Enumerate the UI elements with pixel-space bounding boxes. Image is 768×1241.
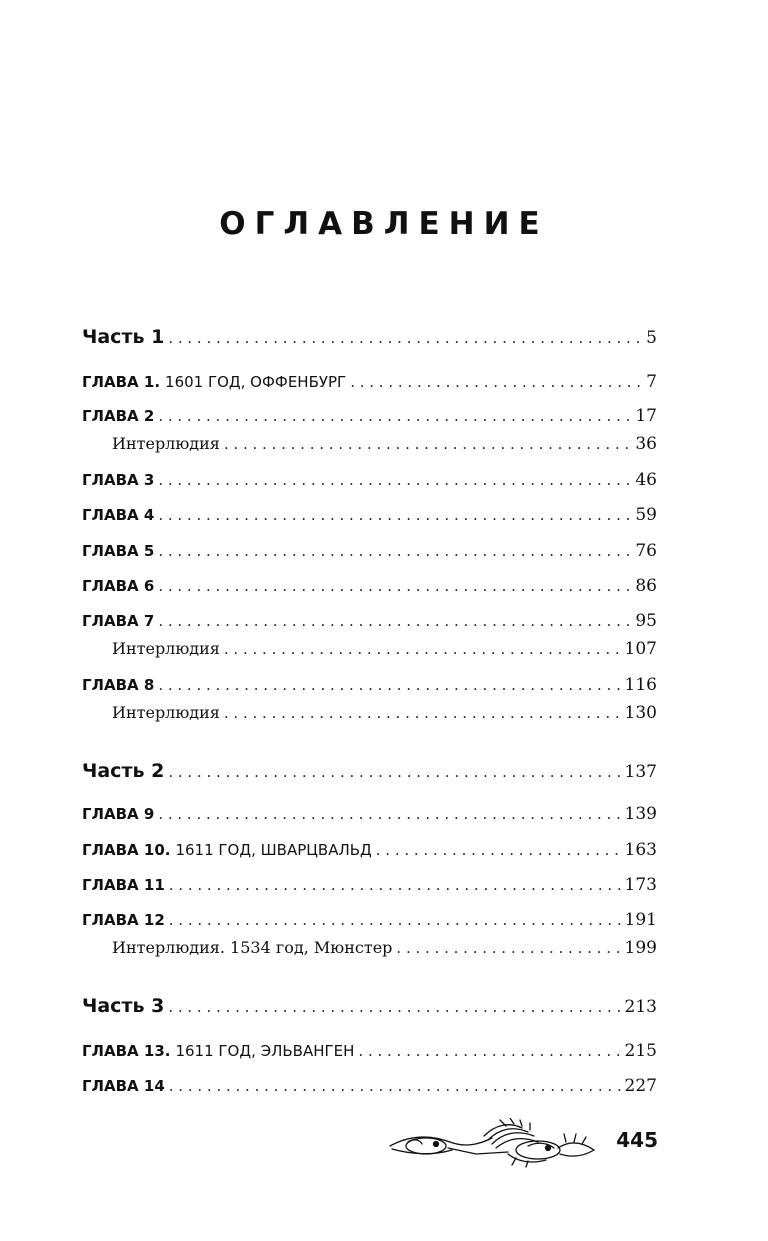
dot-leader (158, 577, 631, 595)
toc-entry-label: Часть 3 (82, 995, 165, 1017)
chapter-number: ГЛАВА 13. (82, 1042, 171, 1060)
toc-entry-page: 46 (635, 470, 657, 490)
toc-entry-chapter[interactable] (82, 804, 657, 824)
page-title: ОГЛАВЛЕНИЕ (219, 206, 549, 242)
toc-entry-label (82, 542, 154, 560)
toc-entry-chapter[interactable] (82, 576, 657, 596)
dot-leader (169, 876, 621, 894)
toc-entry-chapter[interactable] (82, 910, 657, 930)
toc-entry-page: 76 (635, 541, 657, 561)
toc-entry-page: 139 (624, 804, 657, 824)
dot-leader (224, 640, 621, 658)
toc-entry-page: 173 (624, 875, 657, 895)
toc-entry-label (82, 506, 154, 524)
chapter-number: ГЛАВА 7 (82, 612, 155, 630)
toc-entry-page: 116 (624, 675, 657, 695)
toc-entry-chapter[interactable] (82, 541, 657, 561)
chapter-number: ГЛАВА 12 (82, 911, 165, 929)
toc-entry-label (82, 407, 154, 425)
chapter-subtitle: 1601 ГОД, ОФФЕНБУРГ (165, 373, 347, 391)
dot-leader (169, 911, 621, 929)
chapter-number: ГЛАВА 10. (82, 841, 171, 859)
toc-entry-page: 130 (624, 703, 657, 723)
toc-entry-page: 213 (624, 997, 657, 1017)
toc-entry-label: Интерлюдия (112, 639, 220, 658)
dot-leader (158, 407, 631, 425)
toc-entry-page: 7 (646, 372, 657, 392)
toc-entry-label: Интерлюдия (112, 703, 220, 722)
toc-entry-page: 137 (624, 762, 657, 782)
dot-leader (158, 676, 620, 694)
toc-entry-part[interactable] (82, 995, 657, 1017)
chapter-number: ГЛАВА 3 (82, 471, 155, 489)
toc-entry-page: 86 (635, 576, 657, 596)
chapter-number: ГЛАВА 5 (82, 542, 155, 560)
toc-entry-page: 215 (624, 1041, 657, 1061)
toc-entry-page: 36 (635, 434, 657, 454)
toc-entry-label: Часть 2 (82, 760, 165, 782)
toc-entry-interlude[interactable] (112, 434, 657, 454)
dot-leader (358, 1042, 620, 1060)
chapter-subtitle: 1611 ГОД, ЭЛЬВАНГЕН (175, 1042, 355, 1060)
toc-entry-label: Интерлюдия (112, 434, 220, 453)
dot-leader (168, 763, 620, 781)
chapter-number: ГЛАВА 6 (82, 577, 155, 595)
dot-leader (158, 542, 631, 560)
dot-leader (224, 704, 621, 722)
dot-leader (168, 998, 620, 1016)
toc-entry-label (82, 577, 154, 595)
toc-entry-label (82, 1077, 165, 1095)
toc-entry-chapter[interactable] (82, 505, 657, 525)
toc-entry-label (82, 876, 165, 894)
toc-entry-chapter[interactable] (82, 1041, 657, 1061)
chapter-number: ГЛАВА 11 (82, 876, 165, 894)
toc-entry-page: 227 (624, 1076, 657, 1096)
toc-entry-part[interactable] (82, 760, 657, 782)
chapter-number: ГЛАВА 9 (82, 805, 155, 823)
toc-entry-chapter[interactable] (82, 675, 657, 695)
toc-entry-page: 95 (635, 611, 657, 631)
toc-entry-label (82, 1042, 354, 1060)
page-number: 445 (616, 1128, 658, 1152)
toc-entry-page: 163 (624, 840, 657, 860)
toc-entry-part[interactable] (82, 326, 657, 348)
toc-entry-chapter[interactable] (82, 406, 657, 426)
dot-leader (158, 506, 631, 524)
chapter-number: ГЛАВА 1. (82, 373, 161, 391)
toc-entry-page: 17 (635, 406, 657, 426)
toc-entry-page: 59 (635, 505, 657, 525)
dot-leader (158, 471, 631, 489)
chapter-number: ГЛАВА 2 (82, 407, 155, 425)
dot-leader (158, 612, 631, 630)
toc-entry-chapter[interactable] (82, 840, 657, 860)
toc-entry-label (82, 612, 154, 630)
dot-leader (376, 841, 621, 859)
toc-entry-chapter[interactable] (82, 611, 657, 631)
toc-entry-label (82, 841, 372, 859)
toc-entry-label: Интерлюдия. 1534 год, Мюнстер (112, 938, 393, 957)
toc-entry-interlude[interactable] (112, 703, 657, 723)
toc-entry-interlude[interactable] (112, 938, 657, 958)
toc-entry-page: 199 (624, 938, 657, 958)
toc-entry-chapter[interactable] (82, 470, 657, 490)
dragon-ornament-icon (388, 1118, 598, 1168)
page-footer (388, 1118, 658, 1168)
toc-entry-label (82, 805, 154, 823)
toc-entry-label (82, 676, 154, 694)
dot-leader (169, 1077, 621, 1095)
dot-leader (168, 329, 642, 347)
dot-leader (224, 435, 631, 453)
toc-entry-label (82, 471, 154, 489)
toc-entry-chapter[interactable] (82, 372, 657, 392)
toc-entry-interlude[interactable] (112, 639, 657, 659)
toc-entry-page: 107 (624, 639, 657, 659)
dot-leader (350, 373, 642, 391)
toc-entry-chapter[interactable] (82, 1076, 657, 1096)
chapter-number: ГЛАВА 8 (82, 676, 155, 694)
toc-entry-page: 191 (624, 910, 657, 930)
chapter-number: ГЛАВА 14 (82, 1077, 165, 1095)
toc-entry-label: Часть 1 (82, 326, 165, 348)
dot-leader (396, 939, 620, 957)
dot-leader (158, 805, 620, 823)
toc-entry-label (82, 911, 165, 929)
chapter-subtitle: 1611 ГОД, ШВАРЦВАЛЬД (175, 841, 372, 859)
toc-entry-chapter[interactable] (82, 875, 657, 895)
toc-entry-page: 5 (646, 328, 657, 348)
toc-entry-label (82, 373, 346, 391)
chapter-number: ГЛАВА 4 (82, 506, 155, 524)
